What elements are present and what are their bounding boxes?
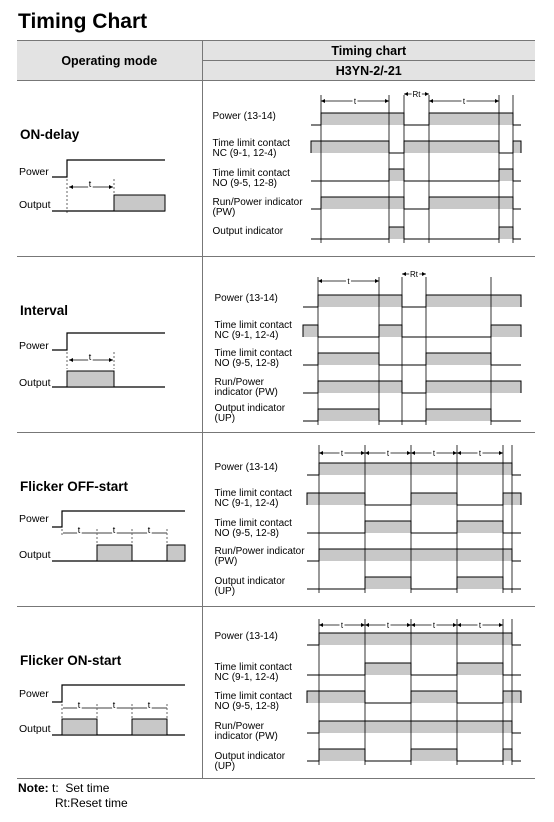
signal-high-block xyxy=(426,381,521,393)
signal-label: Time limit contact NC (9-1, 12-4) xyxy=(214,662,292,683)
signal-high-block xyxy=(321,113,404,125)
mode-name: ON-delay xyxy=(20,127,80,142)
mini-timing-diagram xyxy=(17,257,202,433)
arrow-head xyxy=(495,99,499,103)
chart-cell-flicker-on-start xyxy=(202,607,535,779)
signal-label: Time limit contact NC (9-1, 12-4) xyxy=(214,488,292,509)
arrow-head xyxy=(321,99,325,103)
arrow-head xyxy=(361,623,365,627)
arrow-head xyxy=(402,272,406,276)
arrow-head xyxy=(429,99,433,103)
signal-high-block xyxy=(389,169,404,181)
mini-output-label: Output xyxy=(19,377,51,389)
signal-label: Output indicator xyxy=(212,226,284,237)
signal-label: Output indicator (UP) xyxy=(214,751,286,772)
note-t-text: Set time xyxy=(65,781,110,795)
t-marker: t xyxy=(88,179,92,189)
dimension-label: t xyxy=(478,621,481,630)
arrow-head xyxy=(457,623,461,627)
signal-high-block xyxy=(503,749,512,761)
signal-high-block xyxy=(365,577,411,589)
chart-cell-flicker-off-start xyxy=(202,433,535,607)
signal-high-block xyxy=(426,409,491,421)
dimension-label: t xyxy=(340,621,343,630)
signal-high-block xyxy=(426,295,521,307)
timing-waveforms xyxy=(203,433,536,607)
signal-label: Time limit contact NC (9-1, 12-4) xyxy=(214,320,292,341)
mini-output-label: Output xyxy=(19,199,51,211)
signal-line xyxy=(311,227,521,239)
signal-label: Power (13-14) xyxy=(212,111,276,122)
note xyxy=(18,781,128,811)
timing-waveforms xyxy=(203,607,536,779)
signal-label: Time limit contact NO (9-5, 12-8) xyxy=(212,168,290,189)
signal-label: Power (13-14) xyxy=(214,293,278,304)
signal-high-block xyxy=(307,691,365,703)
t-marker: t xyxy=(112,700,116,710)
dimension-label: t xyxy=(386,449,389,458)
model-header: H3YN-2/-21 xyxy=(202,61,535,81)
mini-power-label: Power xyxy=(19,340,49,352)
signal-high-block xyxy=(457,577,503,589)
signal-high-block xyxy=(319,463,512,475)
signal-label: Time limit contact NO (9-5, 12-8) xyxy=(214,691,292,712)
note-label: Note: xyxy=(18,781,49,795)
dimension-label: t xyxy=(353,97,356,106)
timing-chart-table xyxy=(17,40,535,779)
arrow-head xyxy=(407,623,411,627)
signal-high-block xyxy=(379,325,402,337)
chart-cell-on-delay xyxy=(202,81,535,257)
signal-high-block xyxy=(411,493,457,505)
signal-high-block xyxy=(318,353,379,365)
arrow-head xyxy=(407,451,411,455)
signal-high-block xyxy=(303,325,318,337)
t-marker: t xyxy=(147,525,151,535)
signal-high-block xyxy=(499,227,513,239)
mini-output-label: Output xyxy=(19,549,51,561)
signal-high-block xyxy=(319,549,512,561)
page-title: Timing Chart xyxy=(18,10,148,33)
signal-high-block xyxy=(411,749,457,761)
arrow-head xyxy=(385,99,389,103)
mode-cell-flicker-on-start xyxy=(17,607,202,779)
signal-line xyxy=(303,325,521,337)
signal-high-block xyxy=(457,521,503,533)
signal-label: Time limit contact NO (9-5, 12-8) xyxy=(214,348,292,369)
signal-high-block xyxy=(319,633,512,645)
t-marker: t xyxy=(77,525,81,535)
signal-high-block xyxy=(389,227,404,239)
arrow-head xyxy=(422,272,426,276)
signal-high-block xyxy=(365,521,411,533)
dimension-label: t xyxy=(432,449,435,458)
signal-high-block xyxy=(491,325,521,337)
signal-high-block xyxy=(429,113,513,125)
mode-cell-flicker-off-start xyxy=(17,433,202,607)
mini-timing-diagram xyxy=(17,433,202,607)
dimension-label: t xyxy=(478,449,481,458)
arrow-head xyxy=(365,623,369,627)
t-marker: t xyxy=(88,352,92,362)
t-marker: t xyxy=(77,700,81,710)
signal-high-block xyxy=(457,663,503,675)
t-marker: t xyxy=(147,700,151,710)
arrow-head xyxy=(361,451,365,455)
signal-high-block xyxy=(319,721,512,733)
arrow-head xyxy=(453,623,457,627)
timing-chart-header: Timing chart xyxy=(202,41,535,61)
dimension-label: t xyxy=(432,621,435,630)
timing-waveforms xyxy=(203,257,536,433)
dimension-label: t xyxy=(340,449,343,458)
signal-high-block xyxy=(365,663,411,675)
signal-high-block xyxy=(429,197,513,209)
signal-high-block xyxy=(318,409,379,421)
mini-power-label: Power xyxy=(19,513,49,525)
signal-label: Run/Power indicator (PW) xyxy=(214,546,305,567)
signal-label: Power (13-14) xyxy=(214,462,278,473)
signal-high-block xyxy=(319,749,365,761)
mode-name: Interval xyxy=(20,303,69,318)
dimension-label: t xyxy=(462,97,465,106)
arrow-head xyxy=(375,279,379,283)
note-t-key: t: xyxy=(52,781,59,795)
signal-label: Run/Power indicator (PW) xyxy=(212,197,303,218)
arrow-head xyxy=(499,623,503,627)
note-rt-key: Rt: xyxy=(55,796,71,810)
arrow-head xyxy=(319,451,323,455)
chart-cell-interval xyxy=(202,257,535,433)
t-marker: t xyxy=(112,525,116,535)
mode-name: Flicker OFF-start xyxy=(20,479,129,494)
signal-high-block xyxy=(307,493,365,505)
signal-label: Time limit contact NO (9-5, 12-8) xyxy=(214,518,292,539)
arrow-head xyxy=(365,451,369,455)
signal-high-block xyxy=(321,197,404,209)
mini-timing-diagram xyxy=(17,607,202,779)
arrow-head xyxy=(318,279,322,283)
arrow-head xyxy=(411,451,415,455)
arrow-head xyxy=(411,623,415,627)
signal-high-block xyxy=(499,169,513,181)
arrow-head xyxy=(404,92,408,96)
arrow-head xyxy=(453,451,457,455)
mini-power-label: Power xyxy=(19,688,49,700)
signal-label: Time limit contact NC (9-1, 12-4) xyxy=(212,138,290,159)
mini-timing-diagram xyxy=(17,81,202,257)
signal-label: Output indicator (UP) xyxy=(214,576,286,597)
mini-power-label: Power xyxy=(19,166,49,178)
mode-cell-interval xyxy=(17,257,202,433)
dimension-label: t xyxy=(386,621,389,630)
signal-high-block xyxy=(426,353,491,365)
signal-high-block xyxy=(311,141,389,153)
arrow-head xyxy=(457,451,461,455)
mini-output-label: Output xyxy=(19,723,51,735)
signal-high-block xyxy=(318,295,402,307)
arrow-head xyxy=(425,92,429,96)
arrow-head xyxy=(499,451,503,455)
signal-label: Power (13-14) xyxy=(214,631,278,642)
signal-high-block xyxy=(411,691,457,703)
signal-high-block xyxy=(513,141,521,153)
mode-name: Flicker ON-start xyxy=(20,653,122,668)
signal-label: Run/Power indicator (PW) xyxy=(214,721,278,742)
signal-high-block xyxy=(404,141,499,153)
note-rt-text: Reset time xyxy=(70,796,128,810)
dimension-label: Rt xyxy=(412,90,420,99)
signal-high-block xyxy=(318,381,402,393)
signal-line xyxy=(311,169,521,181)
signal-label: Run/Power indicator (PW) xyxy=(214,377,278,398)
arrow-head xyxy=(319,623,323,627)
dimension-label: Rt xyxy=(409,270,418,279)
mode-cell-on-delay xyxy=(17,81,202,257)
operating-mode-header: Operating mode xyxy=(17,41,202,81)
signal-label: Output indicator (UP) xyxy=(214,403,286,424)
dimension-label: t xyxy=(346,277,350,286)
timing-waveforms xyxy=(203,81,536,257)
